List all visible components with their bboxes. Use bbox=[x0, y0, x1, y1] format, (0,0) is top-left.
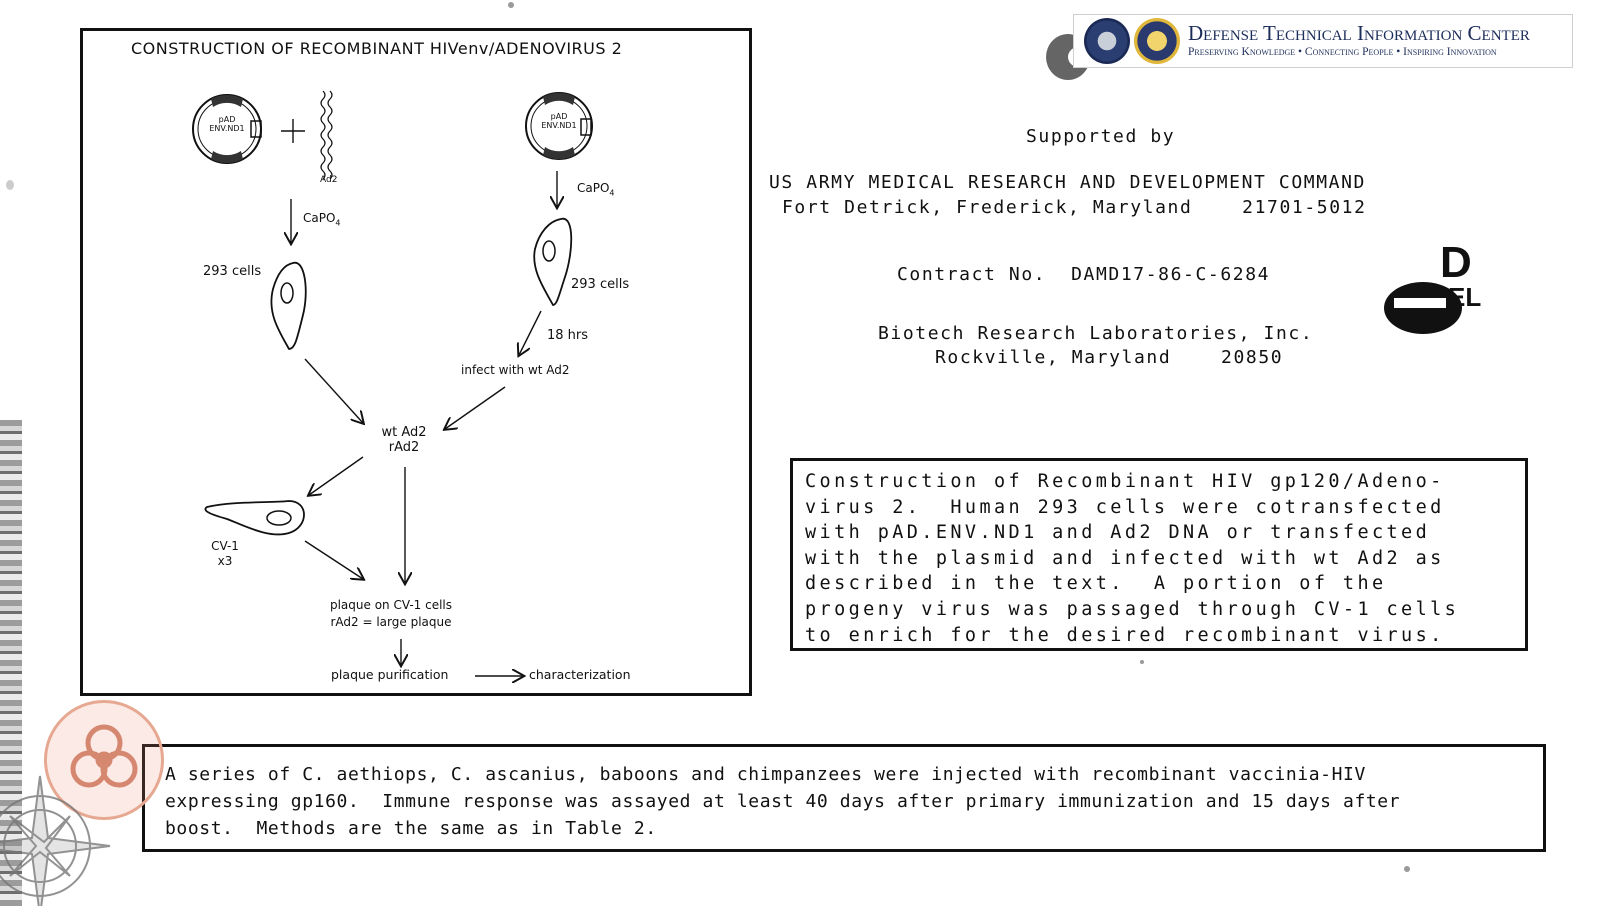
figure-panel bbox=[80, 28, 752, 696]
scan-speck bbox=[508, 2, 514, 8]
caption-line: described in the text. A portion of the bbox=[805, 573, 1387, 595]
hrs-label: 18 hrs bbox=[547, 328, 589, 343]
plasmid-left-label bbox=[209, 115, 245, 133]
note-line: boost. Methods are the same as in Table 2. bbox=[165, 818, 657, 839]
capo4-text: CaPO bbox=[577, 181, 610, 195]
dtic-tagline: Preserving Knowledge • Connecting People • Inspiring Innovation bbox=[1188, 46, 1497, 58]
capo4-left-label bbox=[303, 211, 341, 227]
plaque-label bbox=[311, 597, 471, 631]
capo4-subscript: 4 bbox=[335, 218, 341, 228]
cell-right-nucleus-icon bbox=[543, 241, 555, 261]
mix-label bbox=[371, 425, 437, 455]
cv1-label bbox=[203, 539, 247, 569]
capo4-right-label bbox=[577, 181, 615, 197]
arrow-infect-to-mix bbox=[445, 387, 505, 429]
cv1-line1: CV-1 bbox=[211, 539, 239, 553]
table-note-box bbox=[142, 744, 1546, 852]
caption-line: virus 2. Human 293 cells were cotransfected bbox=[805, 496, 1445, 518]
arrow-cv1-to-plaque bbox=[305, 541, 363, 579]
dtic-header bbox=[1073, 14, 1573, 68]
caption-line: with the plasmid and infected with wt Ad2 as bbox=[805, 547, 1445, 569]
caption-line: to enrich for the desired recombinant virus. bbox=[805, 624, 1445, 646]
dtic-org-name: Defense Technical Information Center bbox=[1188, 21, 1530, 45]
compass-rose-icon bbox=[0, 760, 120, 906]
arrow-left-to-mix bbox=[305, 359, 363, 423]
command-line1: US ARMY MEDICAL RESEARCH AND DEVELOPMENT COMMAND bbox=[769, 172, 1366, 193]
plasmid-right-label bbox=[541, 112, 577, 130]
plasmid-label-line1: pAD bbox=[218, 115, 236, 124]
capo4-subscript: 4 bbox=[609, 188, 615, 198]
scan-speck bbox=[1140, 660, 1144, 664]
cell-left-icon bbox=[271, 263, 305, 349]
cv1-nucleus-icon bbox=[267, 511, 291, 525]
arrow-mix-to-cv1 bbox=[309, 457, 363, 495]
plaque-line2: rAd2 = large plaque bbox=[330, 615, 452, 629]
arrow-right-18hrs bbox=[519, 311, 541, 355]
dod-seal-icon bbox=[1084, 18, 1130, 64]
ad2-label: Ad2 bbox=[320, 175, 338, 185]
cv1-line2: x3 bbox=[217, 554, 233, 568]
stamp-letters-el: EL bbox=[1448, 282, 1482, 312]
figure-caption-box bbox=[790, 458, 1528, 651]
note-line: expressing gp160. Immune response was assayed at least 40 days after primary immunization and 15 days after bbox=[165, 791, 1401, 812]
scan-speck bbox=[6, 180, 14, 190]
contract-number: Contract No. DAMD17-86-C-6284 bbox=[897, 264, 1271, 285]
note-line: A series of C. aethiops, C. ascanius, baboons and chimpanzees were injected with recombinant vaccinia-HIV bbox=[165, 764, 1366, 785]
mix-line2: rAd2 bbox=[388, 440, 420, 455]
characterization-label: characterization bbox=[529, 667, 631, 682]
purification-label: plaque purification bbox=[331, 667, 449, 682]
caption-line: progeny virus was passaged through CV-1 cells bbox=[805, 598, 1460, 620]
company-line1: Biotech Research Laboratories, Inc. bbox=[878, 323, 1314, 344]
cell-right-icon bbox=[534, 219, 571, 305]
supported-by: Supported by bbox=[1026, 126, 1176, 147]
figure-title: CONSTRUCTION OF RECOMBINANT HIVenv/ADENOVIRUS 2 bbox=[131, 39, 623, 58]
caption-line: Construction of Recombinant HIV gp120/Adeno- bbox=[805, 471, 1445, 492]
dtic-seal-icon bbox=[1134, 18, 1180, 64]
plasmid-label-line2: ENV.ND1 bbox=[541, 121, 577, 130]
cv1-cell-icon bbox=[205, 501, 304, 534]
capo4-text: CaPO bbox=[303, 211, 336, 225]
cells-right-label: 293 cells bbox=[571, 277, 630, 292]
plasmid-label-line1: pAD bbox=[550, 112, 568, 121]
plasmid-label-line2: ENV.ND1 bbox=[209, 124, 245, 133]
stamp-letter-d: D bbox=[1440, 238, 1472, 287]
ad2-dna-icon bbox=[321, 91, 332, 179]
cells-left-label: 293 cells bbox=[203, 264, 262, 279]
command-line2: Fort Detrick, Frederick, Maryland 21701-5012 bbox=[782, 197, 1367, 218]
scan-speck bbox=[1404, 866, 1410, 872]
mix-line1: wt Ad2 bbox=[381, 425, 427, 440]
plus-icon bbox=[281, 119, 305, 143]
caption-line: with pAD.ENV.ND1 and Ad2 DNA or transfected bbox=[805, 522, 1431, 544]
cell-left-nucleus-icon bbox=[281, 283, 293, 303]
plaque-line1: plaque on CV-1 cells bbox=[329, 598, 453, 612]
company-line2: Rockville, Maryland 20850 bbox=[935, 347, 1284, 368]
infect-label: infect with wt Ad2 bbox=[461, 363, 570, 377]
